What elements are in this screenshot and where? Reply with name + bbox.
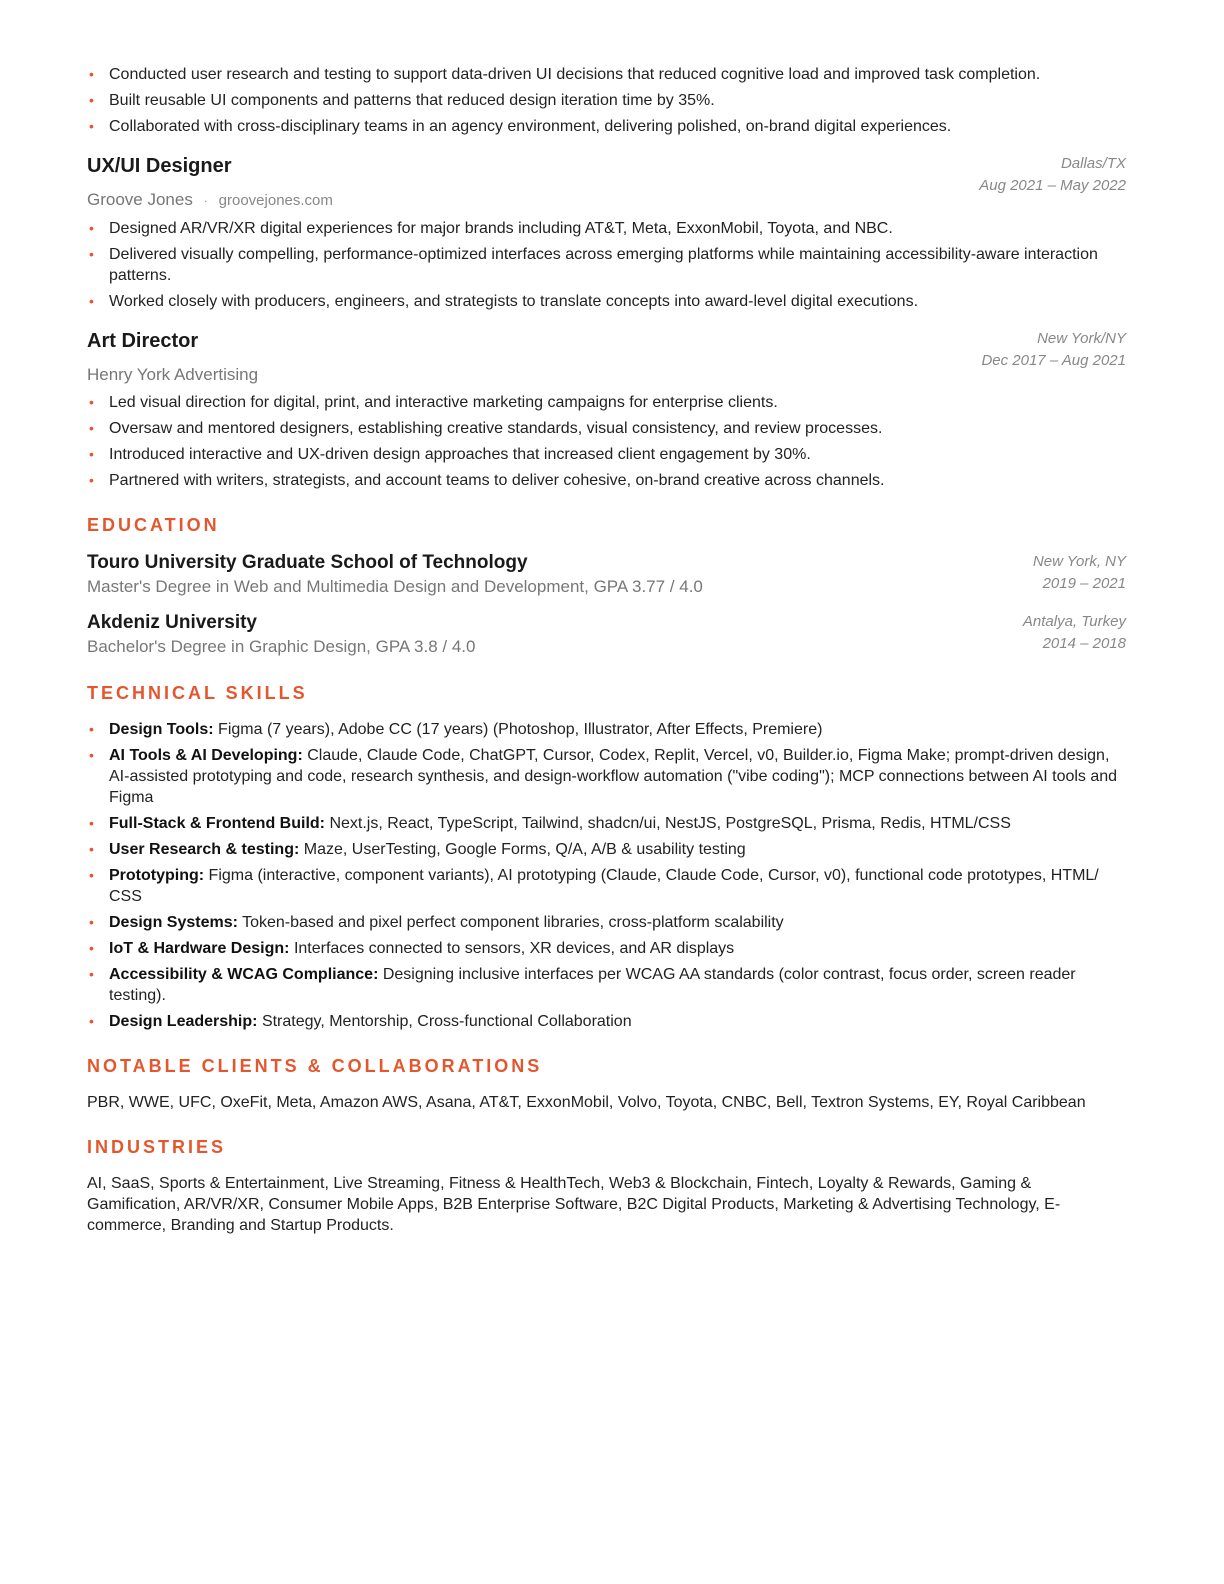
- skill-label: AI Tools & AI Developing:: [109, 747, 303, 764]
- company-line: [87, 189, 1126, 212]
- education-dates: 2019 – 2021: [1042, 575, 1126, 592]
- industries-heading: INDUSTRIES: [87, 1137, 227, 1157]
- bullet-icon: •: [89, 472, 94, 488]
- skill-label: Design Systems:: [109, 914, 238, 931]
- job-title: UX/UI Designer: [87, 155, 232, 177]
- skill-item: [87, 745, 1126, 808]
- bullet-icon: •: [89, 420, 94, 436]
- degree-text: Master's Degree in Web and Multimedia Design and Development, GPA 3.77 / 4.0: [87, 577, 703, 596]
- school-name: Touro University Graduate School of Technology: [87, 552, 528, 573]
- skills-list: [87, 719, 1126, 1032]
- education-entry: [87, 611, 1126, 659]
- job-header: [87, 328, 1126, 369]
- skill-label: Design Leadership:: [109, 1013, 258, 1030]
- job-location: New York/NY: [1037, 330, 1126, 347]
- job-dates: Dec 2017 – Aug 2021: [981, 352, 1126, 369]
- skill-label: User Research & testing:: [109, 841, 300, 858]
- separator-dot: ·: [203, 193, 208, 208]
- bullet-item: • Led visual direction for digital, print, and interactive marketing campaigns for enterprise clients.: [89, 394, 778, 411]
- education-meta: [1033, 551, 1126, 595]
- skill-text: Token-based and pixel perfect component libraries, cross-platform scalability: [242, 914, 784, 931]
- education-location: Antalya, Turkey: [1022, 613, 1126, 630]
- skill-item: [87, 719, 1126, 740]
- bullet-icon: •: [89, 747, 94, 763]
- skill-text: Interfaces connected to sensors, XR devices, and AR displays: [293, 940, 735, 957]
- industries-text: AI, SaaS, Sports & Entertainment, Live Streaming, Fitness & HealthTech, Web3 & Blockchain, Fintech, Loyalty & Rewards, Gaming & Gamification, AR/VR/XR, Consumer Mobile Apps, B2B Enterprise Software, B2C Digital Products, Marketing & Advertising Technology, E-commerce, Branding and Startup Products.: [87, 1175, 1061, 1234]
- job-meta: [979, 153, 1126, 197]
- skill-text: Designing inclusive interfaces per WCAG AA standards (color contrast, focus order, screen reader testing).: [109, 966, 1076, 1004]
- skills-heading: TECHNICAL SKILLS: [87, 683, 308, 703]
- education-location: New York, NY: [1032, 553, 1126, 570]
- bullet-icon: •: [89, 721, 94, 737]
- skill-text: Next.js, React, TypeScript, Tailwind, shadcn/ui, NestJS, PostgreSQL, Prisma, Redis, HTML/CSS: [329, 815, 1011, 832]
- skill-text: Figma (interactive, component variants), AI prototyping (Claude, Claude Code, Cursor, v0), functional code prototypes, HTML/ CSS: [109, 867, 1099, 905]
- clients-text: PBR, WWE, UFC, OxeFit, Meta, Amazon AWS, Asana, AT&T, ExxonMobil, Volvo, Toyota, CNBC, Bell, Textron Systems, EY, Royal Caribbean: [87, 1094, 1086, 1111]
- company-line: [87, 364, 1126, 386]
- skill-label: Full-Stack & Frontend Build:: [109, 815, 325, 832]
- skill-item: [87, 964, 1126, 1006]
- bullet-item: • Worked closely with producers, engineers, and strategists to translate concepts into award-level digital executions.: [89, 293, 919, 310]
- job-dates: Aug 2021 – May 2022: [979, 177, 1126, 194]
- clients-heading: NOTABLE CLIENTS & COLLABORATIONS: [87, 1056, 543, 1076]
- bullet-icon: •: [89, 914, 94, 930]
- skill-item: [87, 865, 1126, 907]
- job-title: Art Director: [87, 330, 199, 352]
- job-entry: [87, 153, 1126, 312]
- skill-item: [87, 839, 1126, 860]
- skill-text: Claude, Claude Code, ChatGPT, Cursor, Codex, Replit, Vercel, v0, Builder.io, Figma Make; prompt-driven design, AI-assisted prototyping and code, research synthesis, and design-workflow automation ("vibe coding"); MCP connections between AI tools and Figma: [109, 747, 1118, 806]
- bullet-icon: •: [89, 220, 94, 236]
- skill-label: Accessibility & WCAG Compliance:: [109, 966, 379, 983]
- education-meta: [1023, 611, 1126, 655]
- skill-item: [87, 813, 1126, 834]
- skill-item: [87, 1011, 1126, 1032]
- bullet-item: • Collaborated with cross-disciplinary teams in an agency environment, delivering polished, on-brand digital experiences.: [89, 118, 952, 135]
- bullet-icon: •: [89, 1013, 94, 1029]
- skill-item: [87, 912, 1126, 933]
- skill-item: [87, 938, 1126, 959]
- job-meta: [981, 328, 1126, 372]
- company-name: Groove Jones: [87, 190, 193, 209]
- company-name: Henry York Advertising: [87, 365, 259, 384]
- bullet-icon: •: [89, 118, 94, 134]
- bullet-icon: •: [89, 966, 94, 982]
- education-entry: [87, 551, 1126, 599]
- bullet-icon: •: [89, 66, 94, 82]
- intro-bullet-list: [87, 64, 1126, 137]
- bullet-icon: •: [89, 246, 94, 262]
- bullet-icon: •: [89, 841, 94, 857]
- job-header: [87, 153, 1126, 194]
- company-url-link[interactable]: groovejones.com: [218, 192, 333, 209]
- bullet-item: • Designed AR/VR/XR digital experiences for major brands including AT&T, Meta, ExxonMobil, Toyota, and NBC.: [89, 220, 893, 237]
- bullet-item: • Oversaw and mentored designers, establishing creative standards, visual consistency, and review processes.: [89, 420, 883, 437]
- bullet-item: • Conducted user research and testing to support data-driven UI decisions that reduced cognitive load and improved task completion.: [89, 66, 1041, 83]
- education-heading: EDUCATION: [87, 515, 220, 535]
- education-dates: 2014 – 2018: [1042, 635, 1126, 652]
- skill-label: Prototyping:: [109, 867, 205, 884]
- skill-text: Figma (7 years), Adobe CC (17 years) (Photoshop, Illustrator, After Effects, Premiere): [218, 721, 823, 738]
- bullet-icon: •: [89, 446, 94, 462]
- job-entry: [87, 328, 1126, 491]
- degree-text: Bachelor's Degree in Graphic Design, GPA 3.8 / 4.0: [87, 637, 476, 656]
- bullet-item: • Introduced interactive and UX-driven design approaches that increased client engagement by 30%.: [89, 446, 811, 463]
- school-name: Akdeniz University: [87, 612, 257, 633]
- job-location: Dallas/TX: [1060, 155, 1126, 172]
- skill-text: Maze, UserTesting, Google Forms, Q/A, A/B & usability testing: [303, 841, 746, 858]
- bullet-icon: •: [89, 867, 94, 883]
- job-bullet-list: [87, 392, 1126, 491]
- bullet-icon: •: [89, 940, 94, 956]
- bullet-icon: •: [89, 293, 94, 309]
- bullet-item: • Built reusable UI components and patterns that reduced design iteration time by 35%.: [89, 92, 715, 109]
- bullet-icon: •: [89, 394, 94, 410]
- skill-label: Design Tools:: [109, 721, 214, 738]
- bullet-icon: •: [89, 815, 94, 831]
- skill-label: IoT & Hardware Design:: [109, 940, 290, 957]
- bullet-icon: •: [89, 92, 94, 108]
- skill-text: Strategy, Mentorship, Cross-functional Collaboration: [261, 1013, 632, 1030]
- bullet-item: • Partnered with writers, strategists, and account teams to deliver cohesive, on-brand creative across channels.: [89, 472, 885, 489]
- bullet-item: • Delivered visually compelling, performance-optimized interfaces across emerging platforms while maintaining accessibility-aware interaction patterns.: [89, 246, 1098, 284]
- job-bullet-list: [87, 218, 1126, 312]
